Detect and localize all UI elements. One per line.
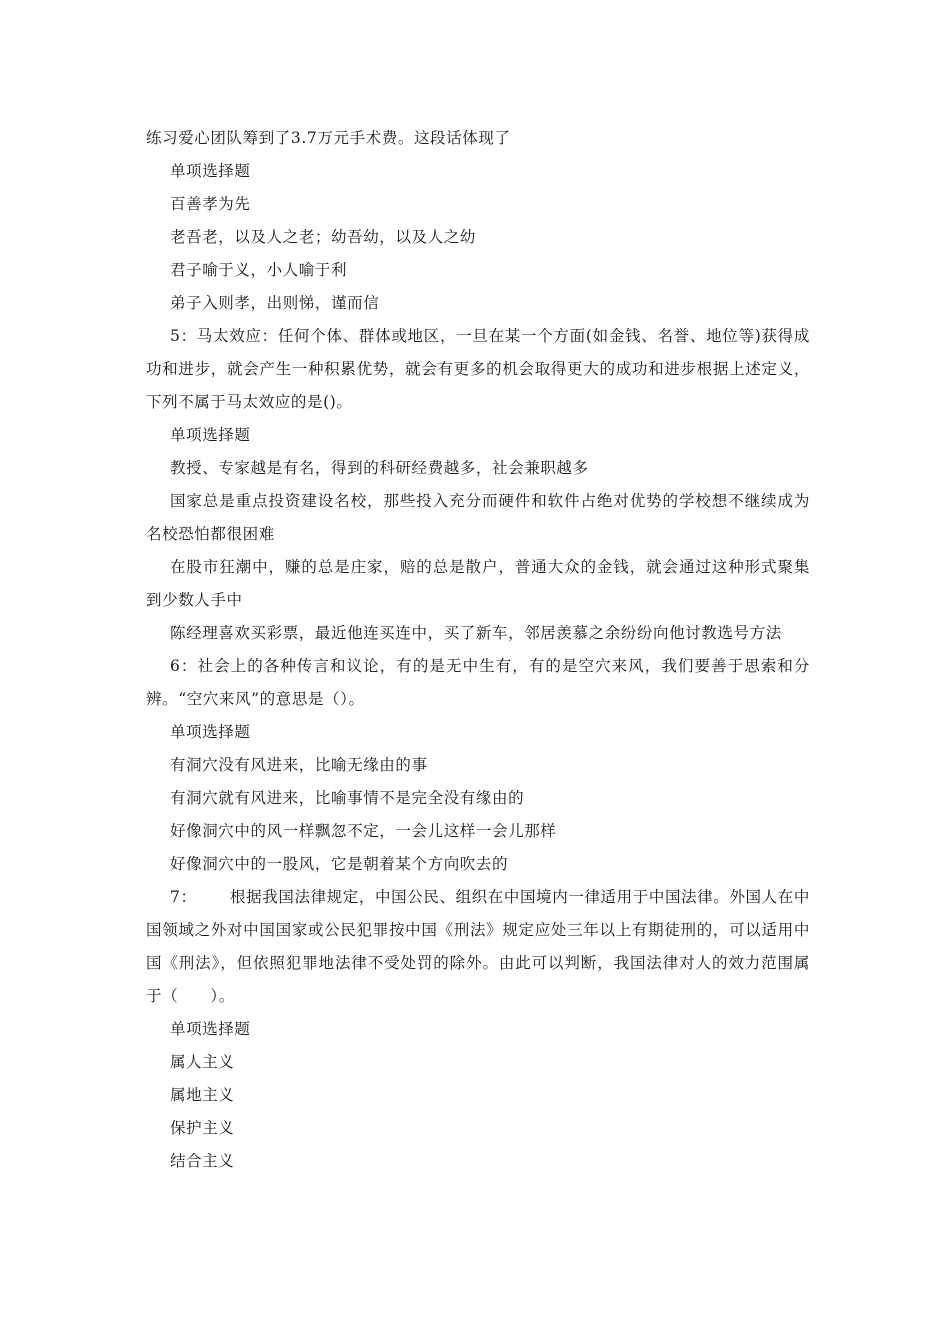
q7-stem-block	[146, 881, 810, 1013]
q6-option-a: 有洞穴没有风进来，比喻无缘由的事	[170, 756, 428, 774]
q7-stem: 根据我国法律规定，中国公民、组织在中国境内一律适用于中国法律。外国人在中国领域之外对中国国家或公民犯罪按中国《刑法》规定应处三年以上有期徒刑的，可以适用中国《刑法》，但依照犯罪地法律不受处罚的除外。由此可以判断，我国法律对人的效力范围属于（ ）。	[146, 888, 810, 1005]
q4-option-c: 君子喻于义，小人喻于利	[170, 261, 348, 279]
q7-type: 单项选择题	[170, 1020, 251, 1038]
q5-option-b: 国家总是重点投资建设名校，那些投入充分而硬件和软件占绝对优势的学校想不继续成为名校恐怕都很困难	[146, 492, 810, 543]
q4-option-d: 弟子入则孝，出则悌，谨而信	[170, 294, 380, 312]
q5-type: 单项选择题	[170, 426, 251, 444]
q6-option-c: 好像洞穴中的风一样飘忽不定，一会儿这样一会儿那样	[170, 822, 557, 840]
q5-stem: 5：马太效应：任何个体、群体或地区，一旦在某一个方面(如金钱、名誉、地位等)获得成功和进步，就会产生一种积累优势，就会有更多的机会取得更大的成功和进步根据上述定义，下列不属于马太效应的是()。	[146, 327, 810, 411]
q6-option-d: 好像洞穴中的一股风，它是朝着某个方向吹去的	[170, 855, 509, 873]
q7-option-b: 属地主义	[170, 1086, 235, 1104]
q7-option-c: 保护主义	[170, 1119, 235, 1137]
q7-number: 7：	[170, 888, 197, 906]
q5-option-d: 陈经理喜欢买彩票，最近他连买连中，买了新车，邻居羡慕之余纷纷向他讨教选号方法	[170, 624, 782, 642]
q6-type: 单项选择题	[170, 723, 251, 741]
q6-stem: 6：社会上的各种传言和议论，有的是无中生有，有的是空穴来风，我们要善于思索和分辨。“空穴来风”的意思是（）。	[146, 657, 810, 708]
q5-option-a: 教授、专家越是有名，得到的科研经费越多，社会兼职越多	[170, 459, 589, 477]
q7-option-d: 结合主义	[170, 1152, 235, 1170]
q7-option-a: 属人主义	[170, 1053, 235, 1071]
q4-type: 单项选择题	[170, 162, 251, 180]
document-page	[146, 122, 810, 1178]
q6-option-b: 有洞穴就有风进来，比喻事情不是完全没有缘由的	[170, 789, 525, 807]
intro-tail-text: 练习爱心团队筹到了3.7万元手术费。这段话体现了	[146, 129, 511, 147]
q4-option-a: 百善孝为先	[170, 195, 251, 213]
q4-option-b: 老吾老，以及人之老；幼吾幼，以及人之幼	[170, 228, 476, 246]
q5-option-c: 在股市狂潮中，赚的总是庄家，赔的总是散户，普通大众的金钱，就会通过这种形式聚集到少数人手中	[146, 558, 810, 609]
